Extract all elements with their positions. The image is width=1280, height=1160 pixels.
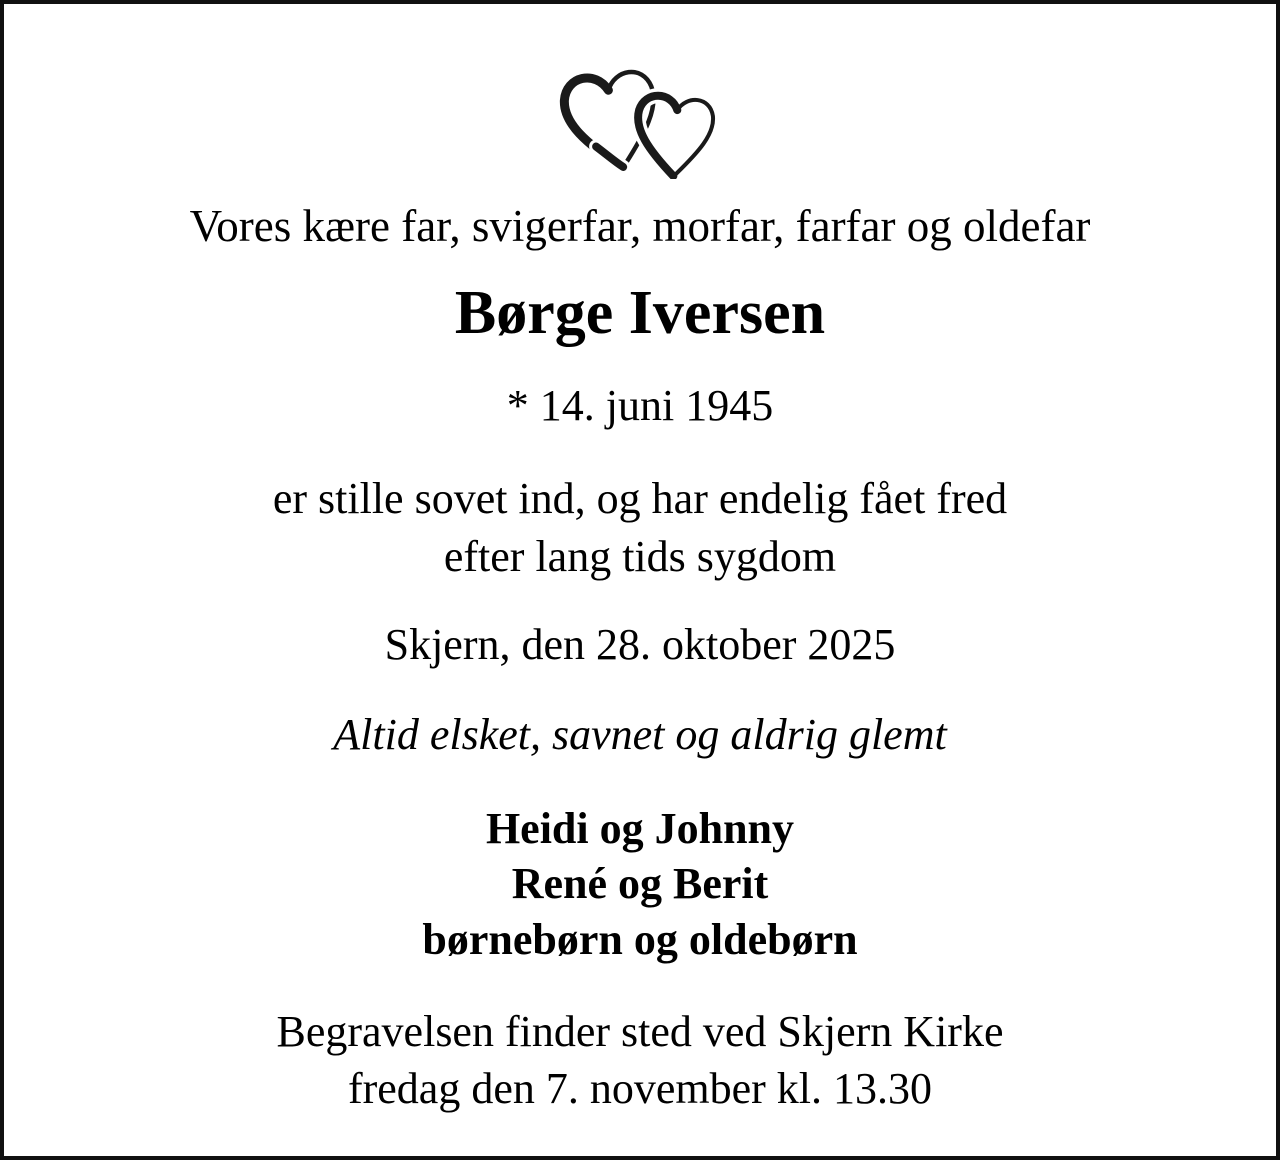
- relation-line: Vores kære far, svigerfar, morfar, farfar og oldefar: [189, 201, 1091, 251]
- birth-date-line: * 14. juni 1945: [506, 380, 774, 430]
- family-line: René og Berit: [511, 859, 769, 909]
- obituary-content: [4, 4, 1276, 1118]
- deceased-name: Børge Iversen: [454, 278, 826, 347]
- memorial-line: Altid elsket, savnet og aldrig glemt: [333, 710, 947, 760]
- funeral-details: [277, 1003, 1004, 1117]
- double-hearts-icon: [540, 54, 740, 179]
- death-message-line-2: efter lang tids sygdom: [443, 531, 837, 581]
- family-line: Heidi og Johnny: [485, 803, 795, 853]
- family-line: børnebørn og oldebørn: [422, 914, 858, 964]
- funeral-line-1: Begravelsen finder sted ved Skjern Kirke: [276, 1007, 1004, 1057]
- death-message: [273, 470, 1007, 586]
- family-signatures: [422, 801, 857, 967]
- death-message-line-1: er stille sovet ind, og har endelig fået fred: [272, 473, 1008, 523]
- funeral-line-2: fredag den 7. november kl. 13.30: [347, 1064, 933, 1114]
- place-date-line: Skjern, den 28. oktober 2025: [384, 619, 896, 669]
